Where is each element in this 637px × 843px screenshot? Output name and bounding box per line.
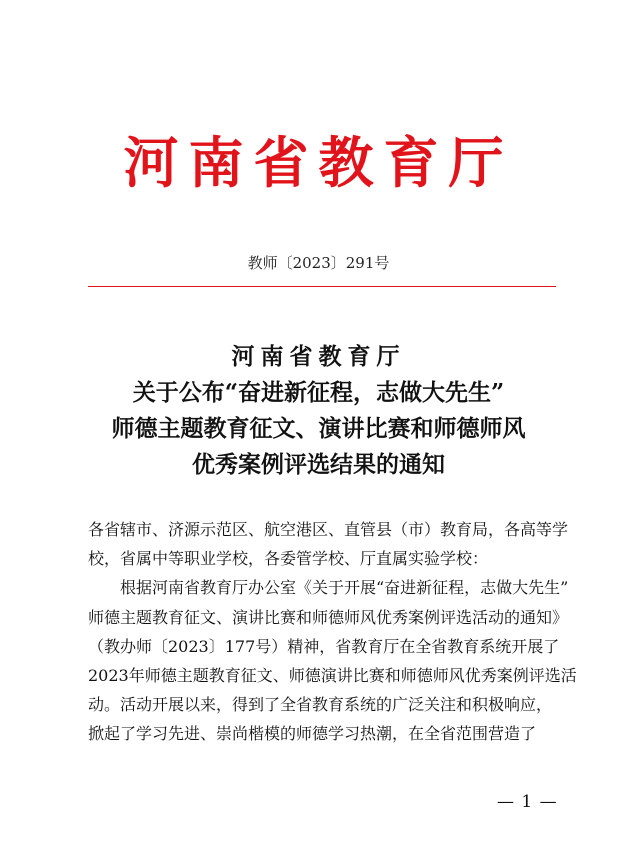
document-number: 教师〔2023〕291号 [247,254,390,272]
title-line-4: 优秀案例评选结果的通知 [192,451,445,478]
red-divider-line [88,286,556,287]
salutation-line-2: 校，省属中等职业学校，各委管学校、厅直属实验学校： [88,549,489,569]
title-line-3: 师德主题教育征文、演讲比赛和师德师风 [111,415,526,442]
paragraph-line-3: （教办师〔2023〕177号）精神，省教育厅在全省教育系统开展了 [88,636,560,656]
title-line-1: 河南省教育厅 [231,343,406,370]
document-title [0,339,637,483]
issuing-authority-header: 河南省教育厅 [123,130,514,195]
paragraph-line-6: 掀起了学习先进、崇尚楷模的师德学习热潮，在全省范围营造了 [88,724,537,744]
paragraph-line-5: 动。活动开展以来，得到了全省教育系统的广泛关注和积极响应， [88,695,553,715]
paragraph-line-2: 师德主题教育征文、演讲比赛和师德师风优秀案例评选活动的通知》 [88,607,569,627]
document-body [88,515,580,749]
title-line-2: 关于公布“奋进新征程，志做大先生” [132,379,505,406]
paragraph-line-4: 2023年师德主题教育征文、师德演讲比赛和师德师风优秀案例评选活 [88,665,577,685]
salutation-line-1: 各省辖市、济源示范区、航空港区、直管县（市）教育局，各高等学 [88,520,569,539]
paragraph-line-1: 根据河南省教育厅办公室《关于开展“奋进新征程，志做大先生” [120,578,569,598]
page-number: — 1 — [497,792,558,812]
